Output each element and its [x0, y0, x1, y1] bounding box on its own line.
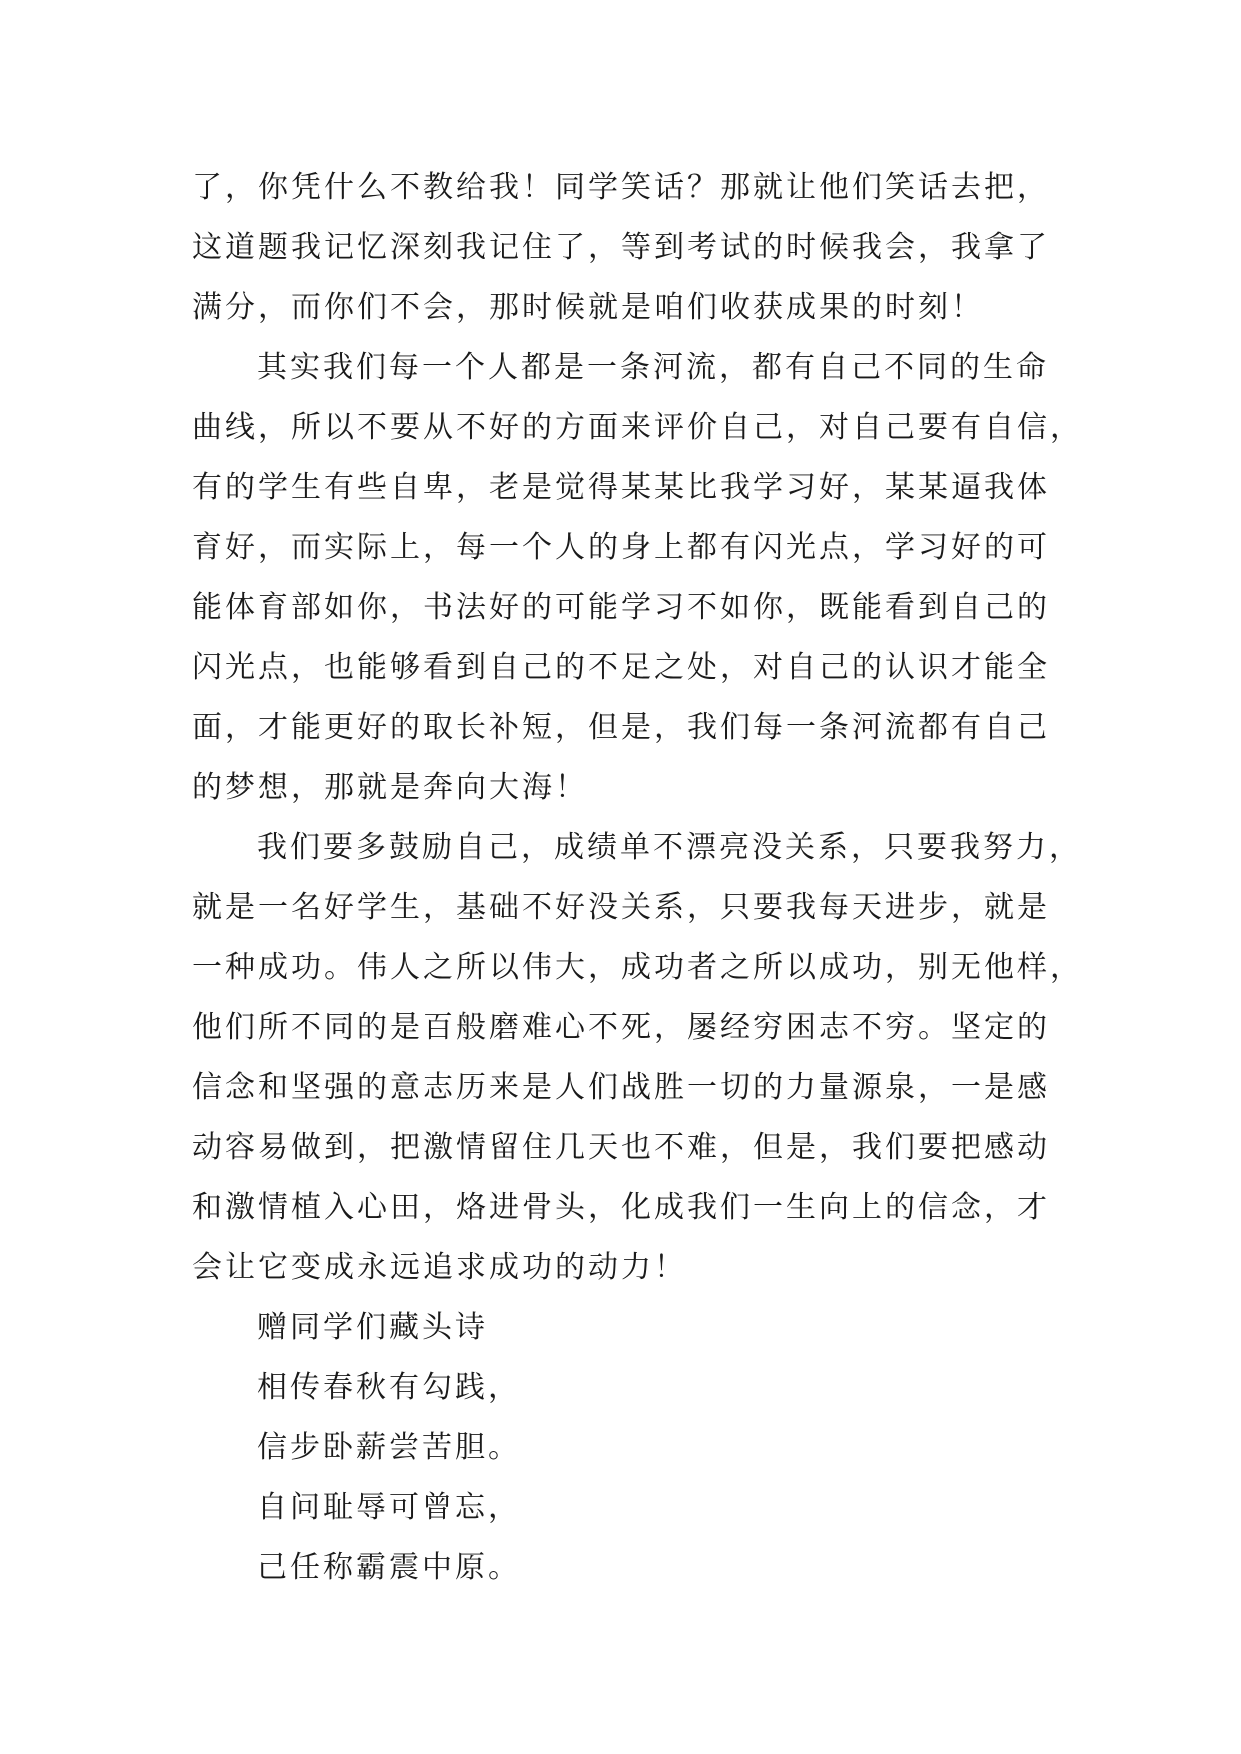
- paragraph-3-line-3: 一种成功。伟人之所以伟大，成功者之所以成功，别无他样，: [192, 950, 1083, 985]
- poem-line-4: 己任称霸震中原。: [257, 1550, 521, 1585]
- paragraph-1-line-2: 这道题我记忆深刻我记住了，等到考试的时候我会，我拿了: [192, 230, 1050, 265]
- paragraph-2-line-2: 曲线，所以不要从不好的方面来评价自己，对自己要有自信，: [192, 410, 1083, 445]
- poem-line-2: 信步卧薪尝苦胆。: [257, 1430, 521, 1465]
- paragraph-1-line-1: 了，你凭什么不教给我！同学笑话？那就让他们笑话去把，: [192, 170, 1050, 205]
- paragraph-3-line-8: 会让它变成永远追求成功的动力！: [192, 1250, 687, 1285]
- paragraph-2-line-1: 其实我们每一个人都是一条河流，都有自己不同的生命: [257, 350, 1049, 385]
- document-body: [192, 158, 1083, 1598]
- paragraph-3-line-2: 就是一名好学生，基础不好没关系，只要我每天进步，就是: [192, 890, 1050, 925]
- paragraph-2-line-3: 有的学生有些自卑，老是觉得某某比我学习好，某某逼我体: [192, 470, 1050, 505]
- poem-line-1: 相传春秋有勾践，: [257, 1370, 521, 1405]
- paragraph-1-line-3: 满分，而你们不会，那时候就是咱们收获成果的时刻！: [192, 290, 984, 325]
- paragraph-3-line-7: 和激情植入心田，烙进骨头，化成我们一生向上的信念，才: [192, 1190, 1050, 1225]
- paragraph-2-line-7: 面，才能更好的取长补短，但是，我们每一条河流都有自己: [192, 710, 1050, 745]
- paragraph-3-line-1: 我们要多鼓励自己，成绩单不漂亮没关系，只要我努力，: [257, 830, 1082, 865]
- paragraph-2-line-5: 能体育部如你，书法好的可能学习不如你，既能看到自己的: [192, 590, 1050, 625]
- paragraph-2-line-4: 育好，而实际上，每一个人的身上都有闪光点，学习好的可: [192, 530, 1050, 565]
- paragraph-3-line-4: 他们所不同的是百般磨难心不死，屡经穷困志不穷。坚定的: [192, 1010, 1050, 1045]
- paragraph-2-line-8: 的梦想，那就是奔向大海！: [192, 770, 588, 805]
- paragraph-2-line-6: 闪光点，也能够看到自己的不足之处，对自己的认识才能全: [192, 650, 1050, 685]
- poem-title: 赠同学们藏头诗: [257, 1310, 488, 1345]
- paragraph-3-line-6: 动容易做到，把激情留住几天也不难，但是，我们要把感动: [192, 1130, 1050, 1165]
- poem-line-3: 自问耻辱可曾忘，: [257, 1490, 521, 1525]
- paragraph-3-line-5: 信念和坚强的意志历来是人们战胜一切的力量源泉，一是感: [192, 1070, 1050, 1105]
